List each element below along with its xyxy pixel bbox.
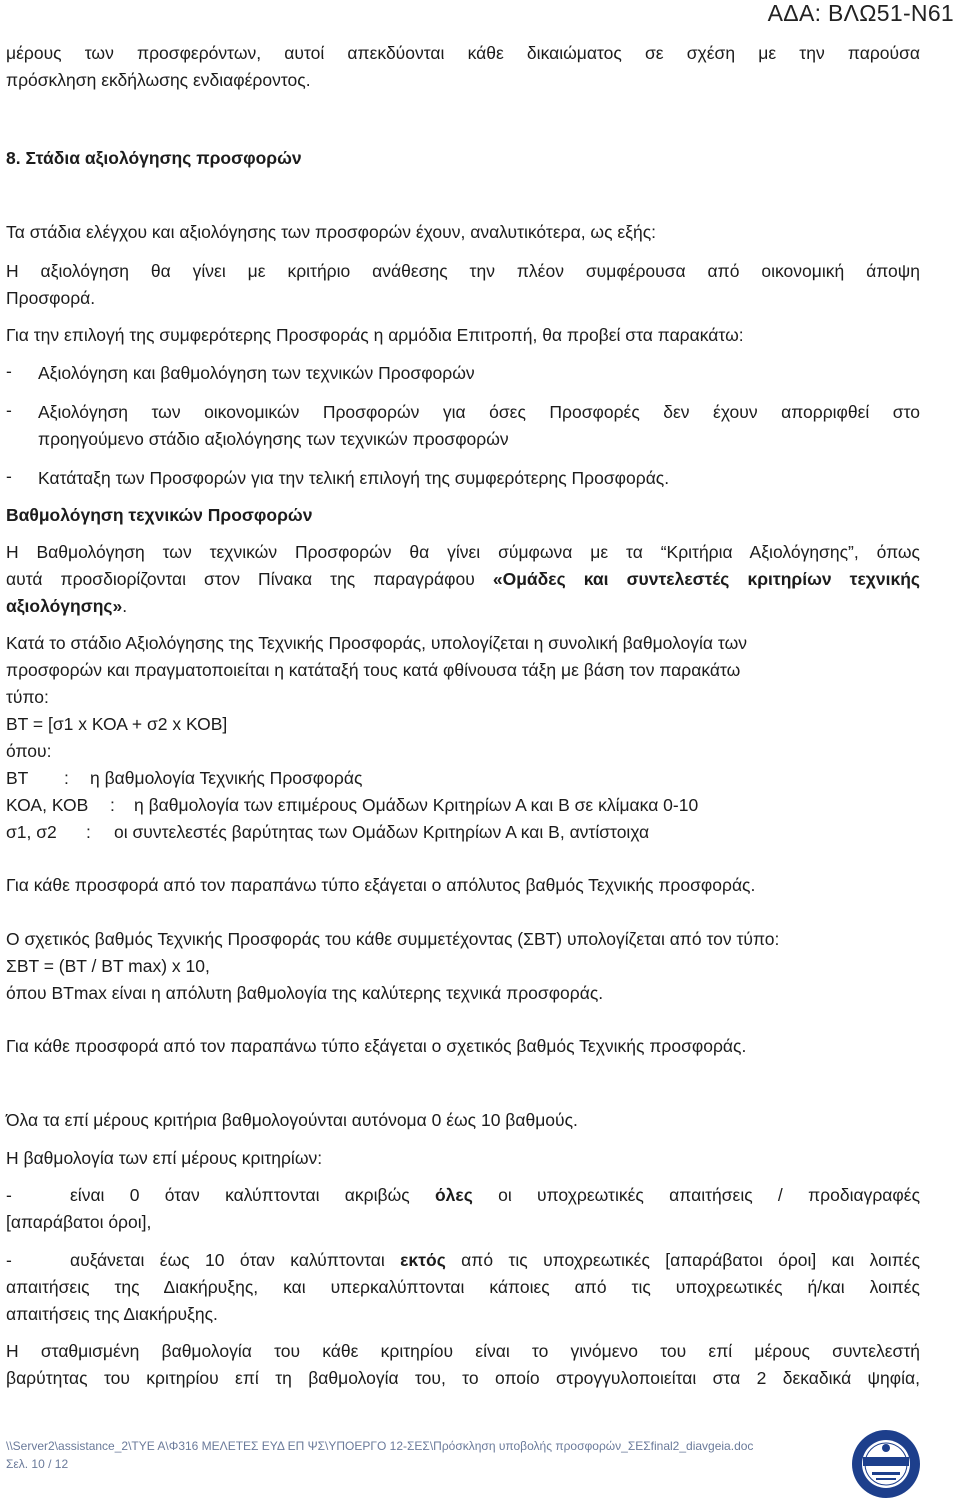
list-dash: - [6,361,12,381]
list-dash: - [6,466,12,486]
section-title: 8. Στάδια αξιολόγησης προσφορών [6,148,302,168]
bullet-increase-line-2: απαιτήσεις της Διακήρυξης, και υπερκαλύπτονται κάποιες από τις υποχρεωτικές ή/και λοιπές [6,1277,920,1297]
definition-sep: : [110,795,115,815]
paragraph-criteria-line-1: Η Βαθμολόγηση των τεχνικών Προσφορών θα γίνει σύμφωνα με τα “Κριτήρια Αξιολόγησης”, όπως [6,542,920,562]
paragraph-formula-intro-1: Κατά το στάδιο Αξιολόγησης της Τεχνικής Προσφοράς, υπολογίζεται η συνολική βαθμολογία των [6,633,747,653]
paragraph-criteria-line-3 [6,595,127,617]
subheading-technical-scoring: Βαθμολόγηση τεχνικών Προσφορών [6,505,313,525]
definition-sep: : [86,822,91,842]
formula-sbt: ΣΒΤ = (ΒΤ / ΒΤ max) x 10, [6,956,210,976]
paragraph-stages: Τα στάδια ελέγχου και αξιολόγησης των προσφορών έχουν, αναλυτικότερα, ως εξής: [6,222,657,242]
intro-line-1: μέρους των προσφερόντων, αυτοί απεκδύονται κάθε δικαιώματος σε σχέση με την παρούσα [6,43,920,63]
paragraph-award-line-2: Προσφορά. [6,288,96,308]
definition-term: σ1, σ2 [6,822,57,842]
criteria-bold-ref-end: αξιολόγησης» [6,596,123,616]
paragraph-absolute-score: Για κάθε προσφορά από τον παραπάνω τύπο εξάγεται ο απόλυτος βαθμός Τεχνικής προσφοράς. [6,875,756,895]
paragraph-committee: Για την επιλογή της συμφερότερης Προσφοράς η αρμόδια Επιτροπή, θα προβεί στα παρακάτω: [6,325,744,345]
definition-desc: οι συντελεστές βαρύτητας των Ομάδων Κριτηρίων Α και Β, αντίστοιχα [114,822,650,842]
footer-page-number: Σελ. 10 / 12 [6,1457,69,1471]
bullet-text: από τις υποχρεωτικές [απαράβατοι όροι] και λοιπές [445,1250,921,1270]
bullet-bold: όλες [434,1185,473,1205]
bullet-text: είναι 0 όταν καλύπτονται ακριβώς [70,1185,435,1205]
paragraph-weighted-2: βαρύτητας του κριτηρίου επί τη βαθμολογία του, το οποίο στρογγυλοποιείται στα 2 δεκαδικά ψηφία, [6,1368,920,1388]
paragraph-award-line-1: Η αξιολόγηση θα γίνει με κριτήριο ανάθεσης την πλέον συμφέρουσα από οικονομική άποψη [6,261,920,281]
paragraph-criteria-line-2 [6,568,920,590]
where-label: όπου: [6,741,52,761]
definition-term: ΒΤ [6,768,29,788]
paragraph-weighted-1: Η σταθμισμένη βαθμολογία του κάθε κριτηρίου είναι το γινόμενο του επί μέρους συντελεστή [6,1341,920,1361]
tuv-certification-logo-icon [850,1428,922,1500]
paragraph-relative-score-1: Ο σχετικός βαθμός Τεχνικής Προσφοράς του κάθε συμμετέχοντας (ΣΒΤ) υπολογίζεται από τον τύπο: [6,929,780,949]
footer-file-path: \\Server2\assistance_2\ΤΥΕ Α\Φ316 ΜΕΛΕΤΕΣ ΕΥΔ ΕΠ ΨΣ\ΥΠΟΕΡΓΟ 12-ΣΕΣ\Πρόσκληση υποβολής προσφορών_ΣΕΣfinal2_diavgeia.doc [6,1439,754,1453]
list-dash: - [6,400,12,420]
bullet-text: οι υποχρεωτικές απαιτήσεις / προδιαγραφές [472,1185,921,1205]
definition-desc: η βαθμολογία των επιμέρους Ομάδων Κριτηρίων Α και Β σε κλίμακα 0-10 [134,795,699,815]
intro-line-2: πρόσκληση εκδήλωσης ενδιαφέροντος. [6,70,311,90]
paragraph-relative-result: Για κάθε προσφορά από τον παραπάνω τύπο εξάγεται ο σχετικός βαθμός Τεχνικής προσφοράς. [6,1036,747,1056]
list-item: Αξιολόγηση και βαθμολόγηση των τεχνικών Προσφορών [38,363,475,383]
definition-term: ΚΟΑ, ΚΟΒ [6,795,89,815]
paragraph-scale: Όλα τα επί μέρους κριτήρια βαθμολογούνται αυτόνομα 0 έως 10 βαθμούς. [6,1110,578,1130]
definition-row [6,767,362,789]
formula-bt: ΒΤ = [σ1 x ΚΟΑ + σ2 x ΚΟΒ] [6,714,228,734]
bullet-bold: εκτός [400,1250,446,1270]
criteria-text: αυτά προσδιορίζονται στον Πίνακα της παραγράφου [6,569,493,589]
list-item: Κατάταξη των Προσφορών για την τελική επιλογή της συμφερότερης Προσφοράς. [38,468,670,488]
bullet-dash: - [6,1250,12,1270]
bullet-zero-line-2: [απαράβατοι όροι], [6,1212,152,1232]
bullet-dash: - [6,1185,12,1205]
paragraph-relative-score-3: όπου ΒΤmax είναι η απόλυτη βαθμολογία της καλύτερης τεχνικά προσφοράς. [6,983,604,1003]
paragraph-criteria-scoring: Η βαθμολογία των επί μέρους κριτηρίων: [6,1148,323,1168]
definition-sep: : [64,768,69,788]
list-item: Αξιολόγηση των οικονομικών Προσφορών για όσες Προσφορές δεν έχουν απορριφθεί στο [38,402,920,422]
criteria-bold-ref: «Ομάδες και συντελεστές κριτηρίων τεχνικής [492,569,920,589]
definition-row [6,794,698,816]
definition-desc: η βαθμολογία Τεχνικής Προσφοράς [90,768,363,788]
bullet-text: αυξάνεται έως 10 όταν καλύπτονται [70,1250,401,1270]
paragraph-formula-intro-2: προσφορών και πραγματοποιείται η κατάταξή τους κατά φθίνουσα τάξη με βάση τον παρακάτω [6,660,741,680]
bullet-zero-line-1 [70,1184,920,1206]
definition-row [6,821,649,843]
criteria-period: . [122,596,128,616]
paragraph-formula-intro-3: τύπο: [6,687,49,707]
ada-code: ΑΔΑ: ΒΛΩ51-Ν61 [767,0,954,26]
list-item-continued: προηγούμενο στάδιο αξιολόγησης των τεχνικών προσφορών [38,429,509,449]
bullet-increase-line-3: απαιτήσεις της Διακήρυξης. [6,1304,218,1324]
bullet-increase-line-1 [70,1249,920,1271]
